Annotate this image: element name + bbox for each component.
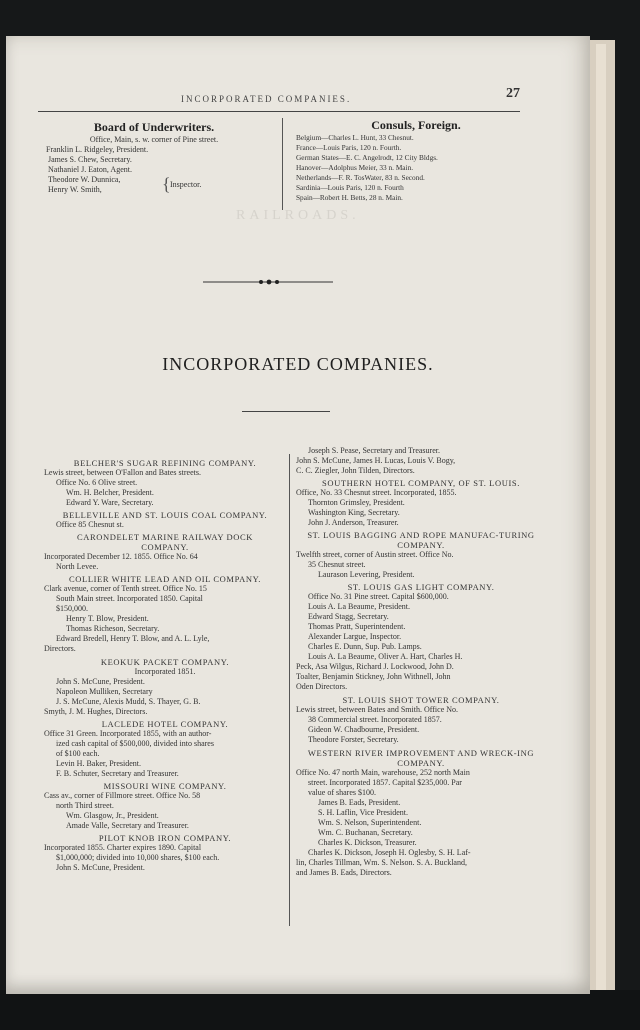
- company-name: CARONDELET MARINE RAILWAY DOCK COMPANY.: [77, 532, 253, 552]
- company-line: Oden Directors.: [296, 682, 348, 691]
- company-line: $150,000.: [56, 604, 88, 613]
- company-line: Thomas Richeson, Secretary.: [66, 624, 160, 633]
- company-line: John S. McCune, James H. Lucas, Louis V. Bogy,: [296, 456, 456, 465]
- company-line: Charles K. Dickson, Treasurer.: [318, 838, 417, 847]
- company-line: F. B. Schuter, Secretary and Treasurer.: [56, 769, 179, 778]
- page-edge-inner: [596, 44, 606, 996]
- company-line: South Main street. Incorporated 1850. Capital: [56, 594, 203, 603]
- company-line: Twelfth street, corner of Austin street. Office No.: [296, 550, 454, 559]
- company-line: ized cash capital of $500,000, divided into shares: [56, 739, 214, 748]
- company-line: Office 85 Chesnut st.: [56, 520, 124, 529]
- company-line: 35 Chesnut street.: [308, 560, 366, 569]
- company-line: Incorporated December 12. 1855. Office No. 64: [44, 552, 198, 561]
- company-line: Peck, Asa Wilgus, Richard J. Lockwood, John D.: [296, 662, 454, 671]
- column-divider: [289, 454, 290, 926]
- company-line: Office, No. 33 Chesnut street. Incorporated, 1855.: [296, 488, 457, 497]
- consul-line: Sardinia—Louis Paris, 120 n. Fourth: [296, 183, 404, 192]
- consuls-title: Consuls, Foreign.: [371, 118, 461, 132]
- company-line: value of shares $100.: [308, 788, 376, 797]
- company-line: North Levee.: [56, 562, 99, 571]
- company-name: PILOT KNOB IRON COMPANY.: [98, 833, 232, 843]
- company-name: ST. LOUIS SHOT TOWER COMPANY.: [342, 695, 500, 705]
- inspector-label: Inspector.: [170, 180, 202, 189]
- company-line: Napoleon Mulliken, Secretary: [56, 687, 153, 696]
- company-line: north Third street.: [56, 801, 114, 810]
- company-line: Wm. S. Nelson, Superintendent.: [318, 818, 422, 827]
- company-name: BELLEVILLE AND ST. LOUIS COAL COMPANY.: [62, 510, 268, 520]
- company-line: Office No. 6 Olive street.: [56, 478, 138, 487]
- company-line: Wm. C. Buchanan, Secretary.: [318, 828, 413, 837]
- company-line: Henry T. Blow, President.: [66, 614, 149, 623]
- company-line: Smyth, J. M. Hughes, Directors.: [44, 707, 148, 716]
- consul-line: Spain—Robert H. Betts, 28 n. Main.: [296, 193, 403, 202]
- company-line: John S. McCune, President.: [56, 863, 145, 872]
- inspector-name: Henry W. Smith,: [48, 185, 102, 194]
- company-line: Edward Bredell, Henry T. Blow, and A. L. Lyle,: [56, 634, 210, 643]
- inspector-name: Theodore W. Dunnica,: [48, 175, 121, 184]
- company-line: Cass av., corner of Fillmore street. Office No. 58: [44, 791, 201, 800]
- bleed-through-text: RAILROADS.: [236, 208, 360, 223]
- title-rule: [242, 411, 330, 412]
- company-line: Wm. Glasgow, Jr., President.: [66, 811, 159, 820]
- header-rule: [38, 111, 520, 112]
- company-line: John S. McCune, President.: [56, 677, 145, 686]
- underwriters-line: James S. Chew, Secretary.: [48, 155, 132, 164]
- company-line: of $100 each.: [56, 749, 100, 758]
- company-name: COLLIER WHITE LEAD AND OIL COMPANY.: [69, 574, 261, 584]
- consul-line: Belgium—Charles L. Hunt, 33 Chesnut.: [296, 133, 414, 142]
- company-line: Edward Y. Ware, Secretary.: [66, 498, 154, 507]
- company-line: Thomas Pratt, Superintendent.: [308, 622, 406, 631]
- company-name: WESTERN RIVER IMPROVEMENT AND WRECK-ING COMPANY.: [307, 748, 535, 768]
- company-line: Incorporated 1851.: [134, 667, 196, 676]
- company-line: Office No. 47 north Main, warehouse, 252 north Main: [296, 768, 470, 777]
- company-line: Louis A. La Beaume, President.: [308, 602, 410, 611]
- company-line: Toalter, Benjamin Stickney, John Withnell, John: [296, 672, 451, 681]
- company-name: ST. LOUIS GAS LIGHT COMPANY.: [347, 582, 495, 592]
- company-line: Clark avenue, corner of Tenth street. Office No. 15: [44, 584, 207, 593]
- underwriters-block: [34, 120, 274, 195]
- company-line: Louis A. La Beaume, Oliver A. Hart, Charles H.: [308, 652, 463, 661]
- company-line: lin, Charles Tillman, Wm. S. Nelson. S. A. Buckland,: [296, 858, 467, 867]
- company-line: Wm. H. Belcher, President.: [66, 488, 154, 497]
- company-name: KEOKUK PACKET COMPANY.: [100, 657, 230, 667]
- company-line: Office 31 Green. Incorporated 1855, with an author-: [44, 729, 212, 738]
- company-line: Thornton Grimsley, President.: [308, 498, 405, 507]
- ornament-rule: [203, 279, 333, 285]
- company-line: Laurason Levering, President.: [318, 570, 415, 579]
- consul-line: Netherlands—F. R. TosWater, 83 n. Second.: [296, 173, 425, 182]
- book-cover-bottom: [0, 990, 640, 1030]
- company-line: John J. Anderson, Treasurer.: [308, 518, 399, 527]
- underwriters-line: Office, Main, s. w. corner of Pine street.: [89, 135, 219, 144]
- company-line: 38 Commercial street. Incorporated 1857.: [308, 715, 442, 724]
- underwriters-line: Nathaniel J. Eaton, Agent.: [48, 165, 132, 174]
- page-number: 27: [506, 86, 520, 101]
- company-line: Incorporated 1855. Charter expires 1890. Capital: [44, 843, 202, 852]
- company-name: MISSOURI WINE COMPANY.: [103, 781, 227, 791]
- company-line: Joseph S. Pease, Secretary and Treasurer.: [308, 446, 440, 455]
- left-column: [44, 454, 286, 873]
- company-line: Theodore Forster, Secretary.: [308, 735, 399, 744]
- company-line: and James B. Eads, Directors.: [296, 868, 392, 877]
- consuls-block: [296, 118, 536, 203]
- underwriters-line: Franklin L. Ridgeley, President.: [46, 145, 149, 154]
- company-line: street. Incorporated 1857. Capital $235,000. Par: [308, 778, 462, 787]
- right-column: [296, 446, 546, 878]
- company-name: SOUTHERN HOTEL COMPANY, OF ST. LOUIS.: [322, 478, 520, 488]
- company-name: BELCHER'S SUGAR REFINING COMPANY.: [73, 458, 257, 468]
- book-page: [6, 36, 590, 994]
- page-title: INCORPORATED COMPANIES.: [162, 354, 434, 374]
- company-line: S. H. Laflin, Vice President.: [318, 808, 409, 817]
- inspectors-group: [34, 175, 274, 195]
- company-name: LACLEDE HOTEL COMPANY.: [101, 719, 229, 729]
- company-line: Alexander Largue, Inspector.: [308, 632, 402, 641]
- consul-line: German States—E. C. Angelrodt, 12 City Bldgs.: [296, 153, 438, 162]
- consul-line: France—Louis Paris, 120 n. Fourth.: [296, 143, 402, 152]
- company-line: Amade Valle, Secretary and Treasurer.: [66, 821, 189, 830]
- company-line: Lewis street, between Bates and Smith. Office No.: [296, 705, 459, 714]
- header-column-divider: [282, 118, 283, 210]
- underwriters-title: Board of Underwriters.: [93, 120, 215, 134]
- company-line: Levin H. Baker, President.: [56, 759, 141, 768]
- brace-icon: {: [162, 174, 171, 194]
- company-line: J. S. McCune, Alexis Mudd, S. Thayer, G. B.: [56, 697, 201, 706]
- company-line: Directors.: [44, 644, 76, 653]
- company-line: Gideon W. Chadbourne, President.: [308, 725, 420, 734]
- consul-line: Hanover—Adolphus Meier, 33 n. Main.: [296, 163, 414, 172]
- running-title: INCORPORATED COMPANIES.: [181, 94, 352, 104]
- company-line: C. C. Ziegler, John Tilden, Directors.: [296, 466, 415, 475]
- company-line: Washington King, Secretary.: [308, 508, 400, 517]
- company-line: $1,000,000; divided into 10,000 shares, $100 each.: [56, 853, 220, 862]
- company-line: Lewis street, between O'Fallon and Bates streets.: [44, 468, 201, 477]
- company-line: Charles K. Dickson, Joseph H. Oglesby, S. H. Laf-: [308, 848, 471, 857]
- company-line: Edward Stagg, Secretary.: [308, 612, 389, 621]
- company-line: Office No. 31 Pine street. Capital $600,000.: [308, 592, 449, 601]
- company-line: Charles E. Dunn, Sup. Pub. Lamps.: [308, 642, 422, 651]
- company-name: ST. LOUIS BAGGING AND ROPE MANUFAC-TURING COMPANY.: [307, 530, 535, 550]
- company-line: James B. Eads, President.: [318, 798, 401, 807]
